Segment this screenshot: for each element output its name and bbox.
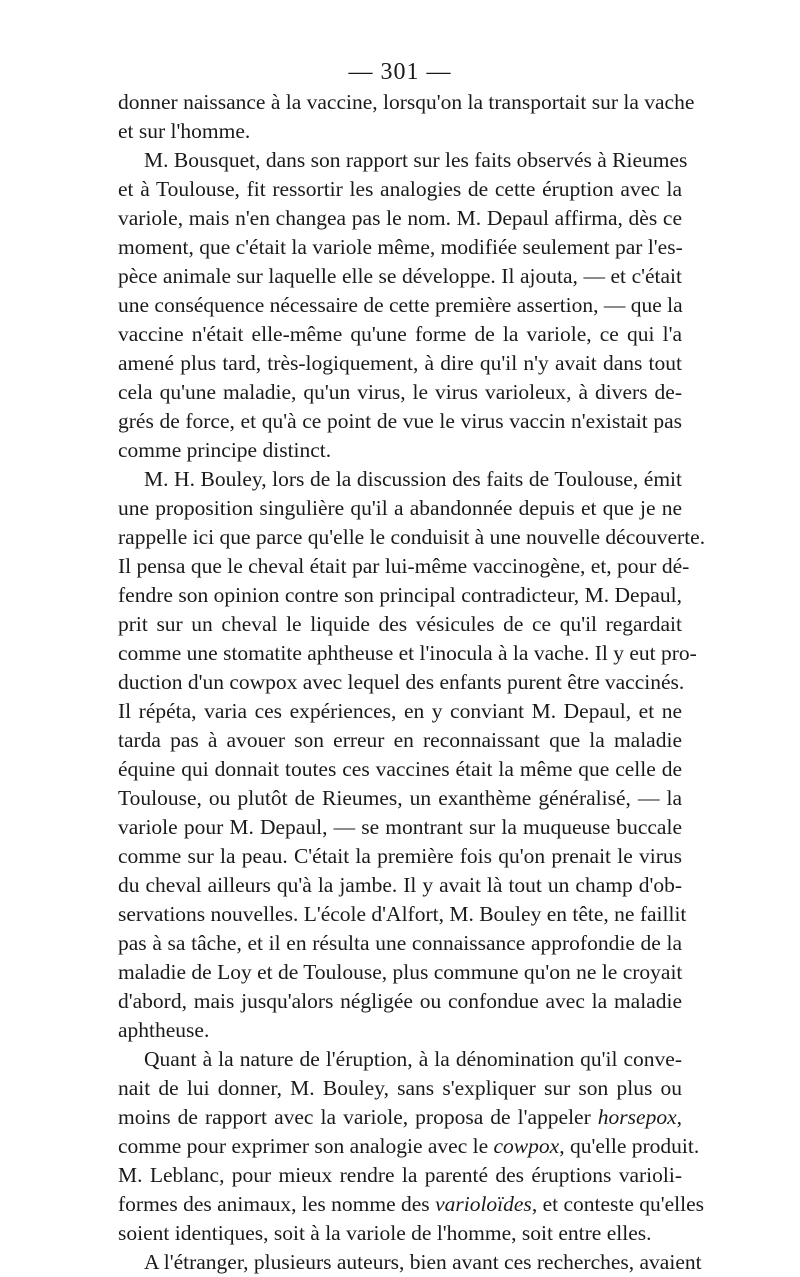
text-line: Toulouse, ou plutôt de Rieumes, un exanthème généralisé, — la (118, 786, 682, 810)
text-line: et à Toulouse, fit ressortir les analogies de cette éruption avec la (118, 177, 682, 201)
text-line: fendre son opinion contre son principal contradicteur, M. Depaul, (118, 583, 682, 607)
text-line: variole, mais n'en changea pas le nom. M. Depaul affirma, dès ce (118, 206, 682, 230)
text-line: moins de rapport avec la variole, proposa de l'appeler horsepox, (118, 1105, 682, 1129)
text-line: Quant à la nature de l'éruption, à la dénomination qu'il conve- (144, 1047, 682, 1071)
text-line: formes des animaux, les nomme des varioloïdes, et conteste qu'elles (118, 1192, 705, 1216)
body-text (118, 88, 706, 1277)
text-line: d'abord, mais jusqu'alors négligée ou confondue avec la maladie (118, 989, 682, 1013)
text-line: pèce animale sur laquelle elle se développe. Il ajouta, — et c'était (118, 264, 682, 288)
text-line: M. Bousquet, dans son rapport sur les faits observés à Rieumes (144, 148, 688, 172)
text-line: prit sur un cheval le liquide des vésicules de ce qu'il regardait (118, 612, 682, 636)
text-line: une proposition singulière qu'il a abandonnée depuis et que je ne (118, 496, 682, 520)
text-line: vaccine n'était elle-même qu'une forme de la variole, ce qui l'a (118, 322, 682, 346)
text-line: moment, que c'était la variole même, modifiée seulement par l'es- (118, 235, 683, 259)
text-line: pas à sa tâche, et il en résulta une connaissance approfondie de la (118, 931, 682, 955)
text-line: du cheval ailleurs qu'à la jambe. Il y avait là tout un champ d'ob- (118, 873, 682, 897)
page-number: — 301 — (348, 59, 452, 85)
text-line: variole pour M. Depaul, — se montrant sur la muqueuse buccale (118, 815, 682, 839)
text-line: tarda pas à avouer son erreur en reconnaissant que la maladie (118, 728, 682, 752)
text-line: maladie de Loy et de Toulouse, plus commune qu'on ne le croyait (118, 960, 683, 984)
text-line: donner naissance à la vaccine, lorsqu'on la transportait sur la vache (118, 90, 695, 114)
italic-term: varioloïdes (435, 1192, 532, 1216)
text-line: M. H. Bouley, lors de la discussion des faits de Toulouse, émit (144, 467, 682, 491)
text-line: A l'étranger, plusieurs auteurs, bien avant ces recherches, avaient (144, 1250, 702, 1274)
text-line: et sur l'homme. (118, 119, 251, 143)
text-line: grés de force, et qu'à ce point de vue le virus vaccin n'existait pas (118, 409, 682, 433)
text-line: Il pensa que le cheval était par lui-même vaccinogène, et, pour dé- (118, 554, 690, 578)
text-line: servations nouvelles. L'école d'Alfort, M. Bouley en tête, ne faillit (118, 902, 687, 926)
text-line: comme sur la peau. C'était la première fois qu'on prenait le virus (118, 844, 682, 868)
italic-term: cowpox (493, 1134, 560, 1158)
text-line: comme principe distinct. (118, 438, 332, 462)
text-line: amené plus tard, très-logiquement, à dire qu'il n'y avait dans tout (118, 351, 682, 375)
italic-term: horsepox (597, 1105, 677, 1129)
text-line: une conséquence nécessaire de cette première assertion, — que la (118, 293, 683, 317)
text-line: rappelle ici que parce qu'elle le conduisit à une nouvelle découverte. (118, 525, 706, 549)
text-line: nait de lui donner, M. Bouley, sans s'expliquer sur son plus ou (118, 1076, 682, 1100)
text-line: cela qu'une maladie, qu'un virus, le virus varioleux, à divers de- (118, 380, 682, 404)
text-line: soient identiques, soit à la variole de l'homme, soit entre elles. (118, 1221, 652, 1245)
text-line: comme une stomatite aphtheuse et l'inocula à la vache. Il y eut pro- (118, 641, 697, 665)
text-line: comme pour exprimer son analogie avec le cowpox, qu'elle produit. (118, 1134, 700, 1158)
text-line: duction d'un cowpox avec lequel des enfants purent être vaccinés. (118, 670, 685, 694)
text-line: aphtheuse. (118, 1018, 210, 1042)
text-line: équine qui donnait toutes ces vaccines était la même que celle de (118, 757, 682, 781)
text-line: M. Leblanc, pour mieux rendre la parenté des éruptions varioli- (118, 1163, 682, 1187)
text-line: Il répéta, varia ces expériences, en y conviant M. Depaul, et ne (118, 699, 682, 723)
